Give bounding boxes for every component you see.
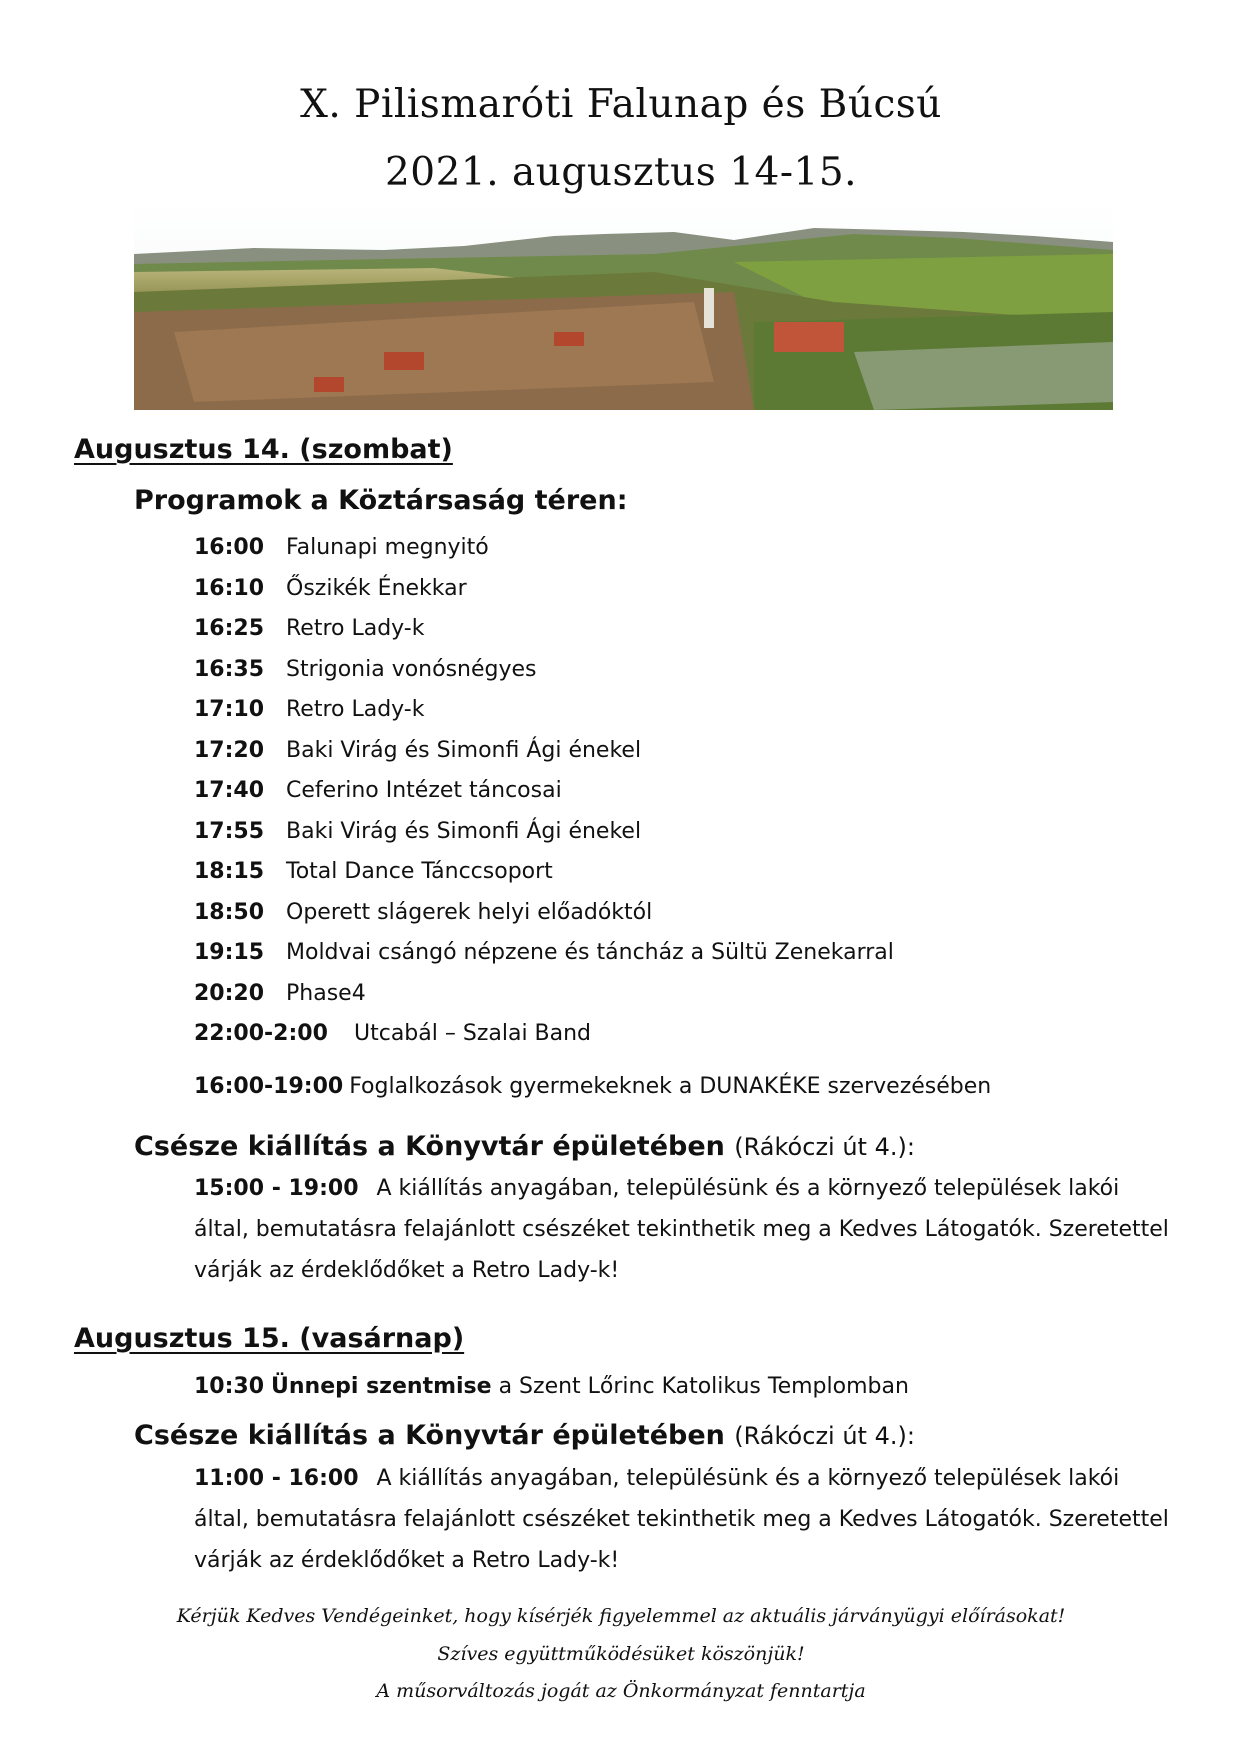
footer-thanks: Szíves együttműködésüket köszönjük! xyxy=(437,1643,805,1665)
mass-time: 10:30 xyxy=(194,1374,265,1399)
exhibition-time: 15:00 - 19:00 xyxy=(194,1176,359,1201)
exhibition-description-day2 xyxy=(194,1458,1174,1581)
mass-row xyxy=(194,1374,909,1399)
schedule-event: Baki Virág és Simonfi Ági énekel xyxy=(286,738,642,763)
schedule-event: Retro Lady-k xyxy=(286,616,425,641)
exhibition-title: Csésze kiállítás a Könyvtár épületében xyxy=(134,1420,725,1451)
schedule-row xyxy=(194,816,641,848)
schedule-row xyxy=(194,694,425,726)
footer-notice: Kérjük Kedves Vendégeinket, hogy kísérjék figyelemmel az aktuális járványügyi előírásokat! xyxy=(176,1605,1066,1627)
schedule-time: 20:20 xyxy=(194,981,265,1006)
exhibition-title: Csésze kiállítás a Könyvtár épületében xyxy=(134,1131,725,1162)
exhibition-heading-day2 xyxy=(134,1420,915,1451)
schedule-time: 16:35 xyxy=(194,657,265,682)
event-date: 2021. augusztus 14-15. xyxy=(384,150,858,195)
schedule-time: 16:00-19:00 xyxy=(194,1074,344,1099)
schedule-time: 16:00 xyxy=(194,535,265,560)
mass-location: a Szent Lőrinc Katolikus Templomban xyxy=(498,1374,909,1399)
schedule-time: 16:25 xyxy=(194,616,265,641)
schedule-time: 17:10 xyxy=(194,697,265,722)
schedule-event: Operett slágerek helyi előadóktól xyxy=(286,900,653,925)
exhibition-description-day1 xyxy=(194,1168,1174,1291)
footer-disclaimer: A műsorváltozás jogát az Önkormányzat fenntartja xyxy=(376,1680,866,1702)
schedule-event: Foglalkozások gyermekeknek a DUNAKÉKE szervezésében xyxy=(349,1074,992,1099)
schedule-row xyxy=(194,654,537,686)
schedule-time: 18:15 xyxy=(194,859,265,884)
exhibition-heading-day1 xyxy=(134,1131,915,1162)
schedule-row xyxy=(194,775,562,807)
schedule-row xyxy=(194,856,553,888)
exhibition-text: A kiállítás anyagában, településünk és a környező települések lakói által, bemutatásra felajánlott csészéket tekinthetik meg a Kedves Látogatók. Szeretettel várják az érdeklődőket a Retro Lady-k! xyxy=(194,1176,1169,1283)
schedule-row xyxy=(194,897,652,929)
exhibition-time: 11:00 - 16:00 xyxy=(194,1466,359,1491)
schedule-event: Total Dance Tánccsoport xyxy=(286,859,553,884)
schedule-time: 17:40 xyxy=(194,778,265,803)
schedule-row xyxy=(194,532,489,564)
schedule-row xyxy=(194,573,467,605)
schedule-row xyxy=(194,978,366,1010)
schedule-event: Utcabál – Szalai Band xyxy=(354,1021,592,1046)
schedule-row xyxy=(194,937,894,969)
village-panorama-image xyxy=(134,202,1113,410)
program-heading: Programok a Köztársaság téren: xyxy=(134,485,628,516)
schedule-time: 17:55 xyxy=(194,819,265,844)
schedule-event: Phase4 xyxy=(286,981,366,1006)
children-program-row xyxy=(194,1071,991,1103)
schedule-time: 19:15 xyxy=(194,940,265,965)
schedule-time: 17:20 xyxy=(194,738,265,763)
exhibition-address: (Rákóczi út 4.): xyxy=(734,1422,915,1450)
schedule-time: 18:50 xyxy=(194,900,265,925)
schedule-event: Strigonia vonósnégyes xyxy=(286,657,537,682)
day2-heading: Augusztus 15. (vasárnap) xyxy=(74,1323,465,1354)
schedule-event: Őszikék Énekkar xyxy=(286,576,467,601)
exhibition-address: (Rákóczi út 4.): xyxy=(734,1133,915,1161)
mass-title: Ünnepi szentmise xyxy=(271,1374,492,1399)
schedule-event: Falunapi megnyitó xyxy=(286,535,489,560)
page-title: X. Pilismaróti Falunap és Búcsú xyxy=(300,82,942,127)
exhibition-text: A kiállítás anyagában, településünk és a környező települések lakói által, bemutatásra felajánlott csészéket tekinthetik meg a Kedves Látogatók. Szeretettel várják az érdeklődőket a Retro Lady-k! xyxy=(194,1466,1169,1573)
schedule-time: 22:00-2:00 xyxy=(194,1021,328,1046)
schedule-row xyxy=(194,613,425,645)
schedule-event: Baki Virág és Simonfi Ági énekel xyxy=(286,819,642,844)
schedule-event: Retro Lady-k xyxy=(286,697,425,722)
day1-heading: Augusztus 14. (szombat) xyxy=(74,434,453,465)
schedule-row xyxy=(194,735,641,767)
schedule-row xyxy=(194,1018,591,1050)
schedule-event: Moldvai csángó népzene és táncház a Sültü Zenekarral xyxy=(286,940,894,965)
schedule-time: 16:10 xyxy=(194,576,265,601)
schedule-event: Ceferino Intézet táncosai xyxy=(286,778,562,803)
